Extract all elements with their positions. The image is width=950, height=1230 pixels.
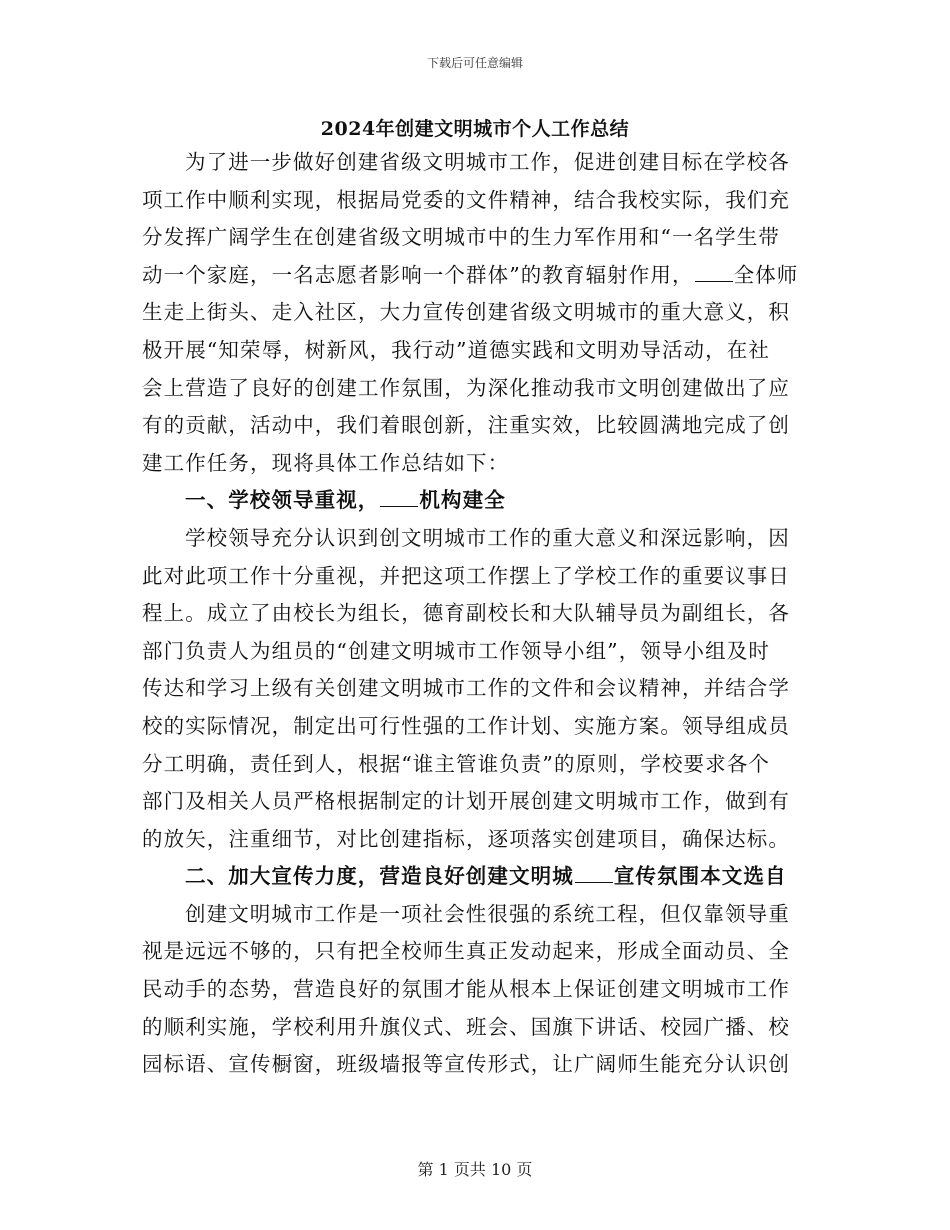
fill-blank (380, 488, 418, 507)
line-text: 全体师 (733, 262, 799, 287)
paragraph-line: 创建文明城市工作是一项社会性很强的系统工程，但仅靠领导重 (185, 901, 790, 926)
paragraph-line: 建工作任务，现将具体工作总结如下： (142, 450, 510, 475)
paragraph-line: 为了进一步做好创建省级文明城市工作，促进创建目标在学校各 (185, 150, 790, 174)
paragraph-line: 生走上街头、走入社区，大力宣传创建省级文明城市的重大意义，积 (142, 300, 790, 325)
paragraph-line: 学校领导充分认识到创文明城市工作的重大意义和深远影响，因 (185, 525, 790, 550)
heading-text: 机构建全 (419, 488, 506, 513)
document-body (142, 144, 802, 1084)
heading-text: 二、加大宣传力度，营造良好创建文明城 (185, 864, 574, 889)
line-text: 动一个家庭，一名志愿者影响一个群体”的教育辐射作用， (142, 262, 694, 287)
paragraph-line: 部门负责人为组员的“创建文明城市工作领导小组”，领导小组及时 (142, 638, 770, 663)
section-heading-2 (142, 858, 802, 896)
paragraph-line: 此对此项工作十分重视，并把这项工作摆上了学校工作的重要议事日 (142, 563, 790, 588)
paragraph-line: 园标语、宣传橱窗，班级墙报等宣传形式，让广阔师生能充分认识创 (142, 1052, 790, 1077)
document-title: 2024年创建文明城市个人工作总结 (320, 118, 630, 140)
paragraph-line: 校的实际情况，制定出可行性强的工作计划、实施方案。领导组成员 (142, 713, 790, 738)
paragraph-line: 极开展“知荣辱，树新风，我行动”道德实践和文明劝导活动，在社 (142, 337, 770, 362)
fill-blank (575, 864, 613, 883)
heading-text: 宣传氛围本文选自 (613, 864, 787, 889)
paragraph-line: 部门及相关人员严格根据制定的计划开展创建文明城市工作，做到有 (142, 789, 790, 814)
paragraph-line: 项工作中顺利实现，根据局党委的文件精神，结合我校实际，我们充 (142, 187, 790, 212)
paragraph-line: 的放矢，注重细节，对比创建指标，逐项落实创建项目，确保达标。 (142, 826, 790, 851)
fill-blank (695, 263, 733, 282)
paragraph-line: 的顺利实施，学校利用升旗仪式、班会、国旗下讲话、校园广播、校 (142, 1014, 790, 1039)
paragraph-line-with-blank (142, 257, 802, 295)
paragraph-line: 有的贡献，活动中，我们着眼创新，注重实效，比较圆满地完成了创 (142, 413, 790, 438)
page-footer: 第 1 页共 10 页 (417, 1160, 533, 1179)
header-note: 下载后可任意编辑 (426, 56, 523, 70)
paragraph-line: 分发挥广阔学生在创建省级文明城市中的生力军作用和“一名学生带 (142, 225, 780, 250)
section-heading-1 (142, 482, 802, 520)
heading-text: 一、学校领导重视， (185, 488, 380, 513)
paragraph-line: 程上。成立了由校长为组长，德育副校长和大队辅导员为副组长，各 (142, 601, 790, 626)
paragraph-line: 会上营造了良好的创建工作氛围，为深化推动我市文明创建做出了应 (142, 375, 790, 400)
paragraph-line: 民动手的态势，营造良好的氛围才能从根本上保证创建文明城市工作 (142, 977, 790, 1002)
paragraph-line: 视是远远不够的，只有把全校师生真正发动起来，形成全面动员、全 (142, 939, 790, 964)
paragraph-line: 传达和学习上级有关创建文明城市工作的文件和会议精神，并结合学 (142, 676, 790, 701)
paragraph-line: 分工明确，责任到人，根据“谁主管谁负责”的原则，学校要求各个 (142, 751, 770, 776)
